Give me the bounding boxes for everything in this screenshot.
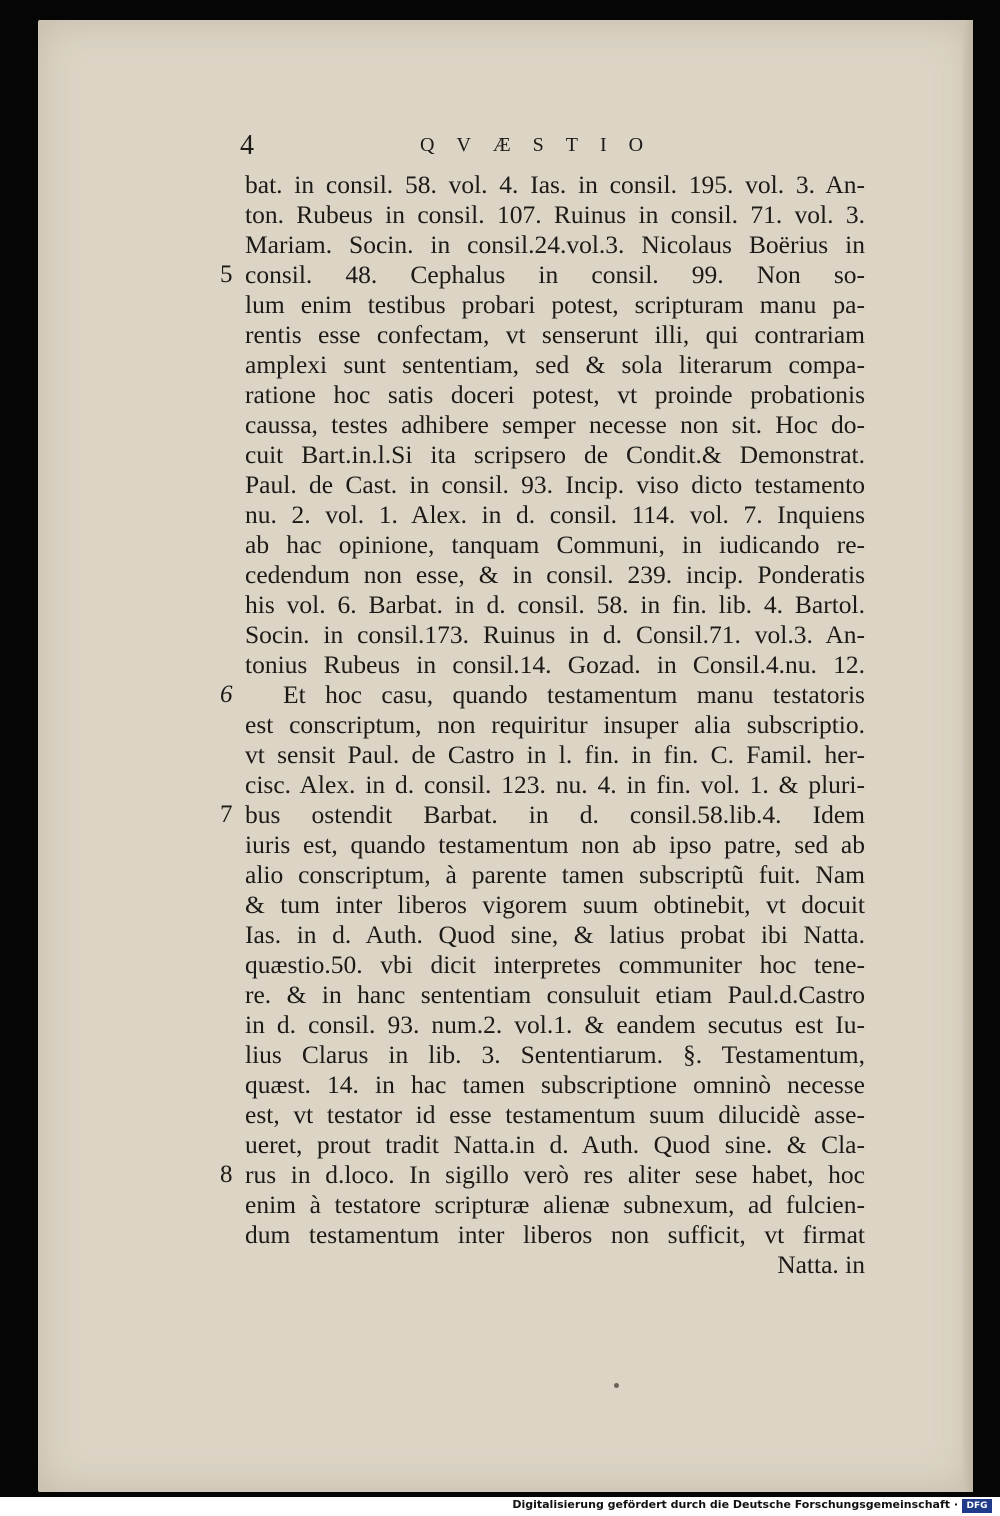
text-line: nu. 2. vol. 1. Alex. in d. consil. 114. vol. 7. Inquiens [245,500,865,529]
text-line: lum enim testibus probari potest, scripturam manu pa- [245,290,865,319]
text-line: dum testamentum inter liberos non sufficit, vt firmat [245,1220,865,1249]
page-number: 4 [240,130,254,161]
text-line: bus ostendit Barbat. in d. consil.58.lib.4. Idem [245,800,865,829]
funding-credit: Digitalisierung gefördert durch die Deutsche Forschungsgemeinschaft · [512,1498,958,1511]
text-line: & tum inter liberos vigorem suum obtinebit, vt docuit [245,890,865,919]
text-line: tonius Rubeus in consil.14. Gozad. in Consil.4.nu. 12. [245,650,865,679]
text-line: in d. consil. 93. num.2. vol.1. & eandem secutus est Iu- [245,1010,865,1039]
margin-number: 5 [220,261,233,288]
text-line: ueret, prout tradit Natta.in d. Auth. Quod sine. & Cla- [245,1130,865,1159]
body-text [220,170,865,1280]
text-line: caussa, testes adhibere semper necesse non sit. Hoc do- [245,410,865,439]
text-line: alio conscriptum, à parente tamen subscriptũ fuit. Nam [245,860,865,889]
margin-number: 8 [220,1161,233,1188]
text-line: consil. 48. Cephalus in consil. 99. Non so- [245,260,865,289]
catchword: Natta. in [777,1250,865,1279]
text-line: Ias. in d. Auth. Quod sine, & latius probat ibi Natta. [245,920,865,949]
text-line: re. & in hanc sententiam consuluit etiam Paul.d.Castro [245,980,865,1009]
text-line-wrap [220,260,865,290]
text-line: ton. Rubeus in consil. 107. Ruinus in consil. 71. vol. 3. [245,200,865,229]
text-line: rus in d.loco. In sigillo verò res aliter sese habet, hoc [245,1160,865,1189]
footer-bar [0,1497,1000,1516]
text-line: enim à testatore scripturæ alienæ subnexum, ad fulcien- [245,1190,865,1219]
text-line: cedendum non esse, & in consil. 239. incip. Ponderatis [245,560,865,589]
running-head: QVÆSTIO [420,134,666,156]
text-line: lius Clarus in lib. 3. Sententiarum. §. Testamentum, [245,1040,865,1069]
text-line: rentis esse confectam, vt senserunt illi, qui contrariam [245,320,865,349]
text-line: his vol. 6. Barbat. in d. consil. 58. in fin. lib. 4. Bartol. [245,590,865,619]
margin-number: 6 [220,681,233,708]
text-line: Paul. de Cast. in consil. 93. Incip. viso dicto testamento [245,470,865,499]
text-line: bat. in consil. 58. vol. 4. Ias. in consil. 195. vol. 3. An- [245,170,865,199]
text-line: Mariam. Socin. in consil.24.vol.3. Nicolaus Boërius in [245,230,865,259]
margin-number: 7 [220,801,233,828]
text-line: iuris est, quando testamentum non ab ipso patre, sed ab [245,830,865,859]
text-line: vt sensit Paul. de Castro in l. fin. in fin. C. Famil. her- [245,740,865,769]
text-line: Socin. in consil.173. Ruinus in d. Consil.71. vol.3. An- [245,620,865,649]
text-line-wrap [220,1160,865,1190]
text-line: est, vt testator id esse testamentum suum dilucidè asse- [245,1100,865,1129]
text-line: Et hoc casu, quando testamentum manu testatoris [283,680,865,709]
page-header [0,126,1000,166]
text-line: est conscriptum, non requiritur insuper alia subscriptio. [245,710,865,739]
page-edge [963,20,973,1492]
text-line-wrap [220,680,865,710]
text-line: quæst. 14. in hac tamen subscriptione omninò necesse [245,1070,865,1099]
text-line: cisc. Alex. in d. consil. 123. nu. 4. in fin. vol. 1. & pluri- [245,770,865,799]
text-line: amplexi sunt sententiam, sed & sola literarum compa- [245,350,865,379]
text-line: cuit Bart.in.l.Si ita scripsero de Condit.& Demonstrat. [245,440,865,469]
text-line: quæstio.50. vbi dicit interpretes communiter hoc tene- [245,950,865,979]
text-line: ratione hoc satis doceri potest, vt proinde probationis [245,380,865,409]
text-line: ab hac opinione, tanquam Communi, in iudicando re- [245,530,865,559]
text-line-wrap [220,800,865,830]
dfg-logo-icon: DFG [962,1499,992,1513]
paper-speck [614,1383,619,1388]
